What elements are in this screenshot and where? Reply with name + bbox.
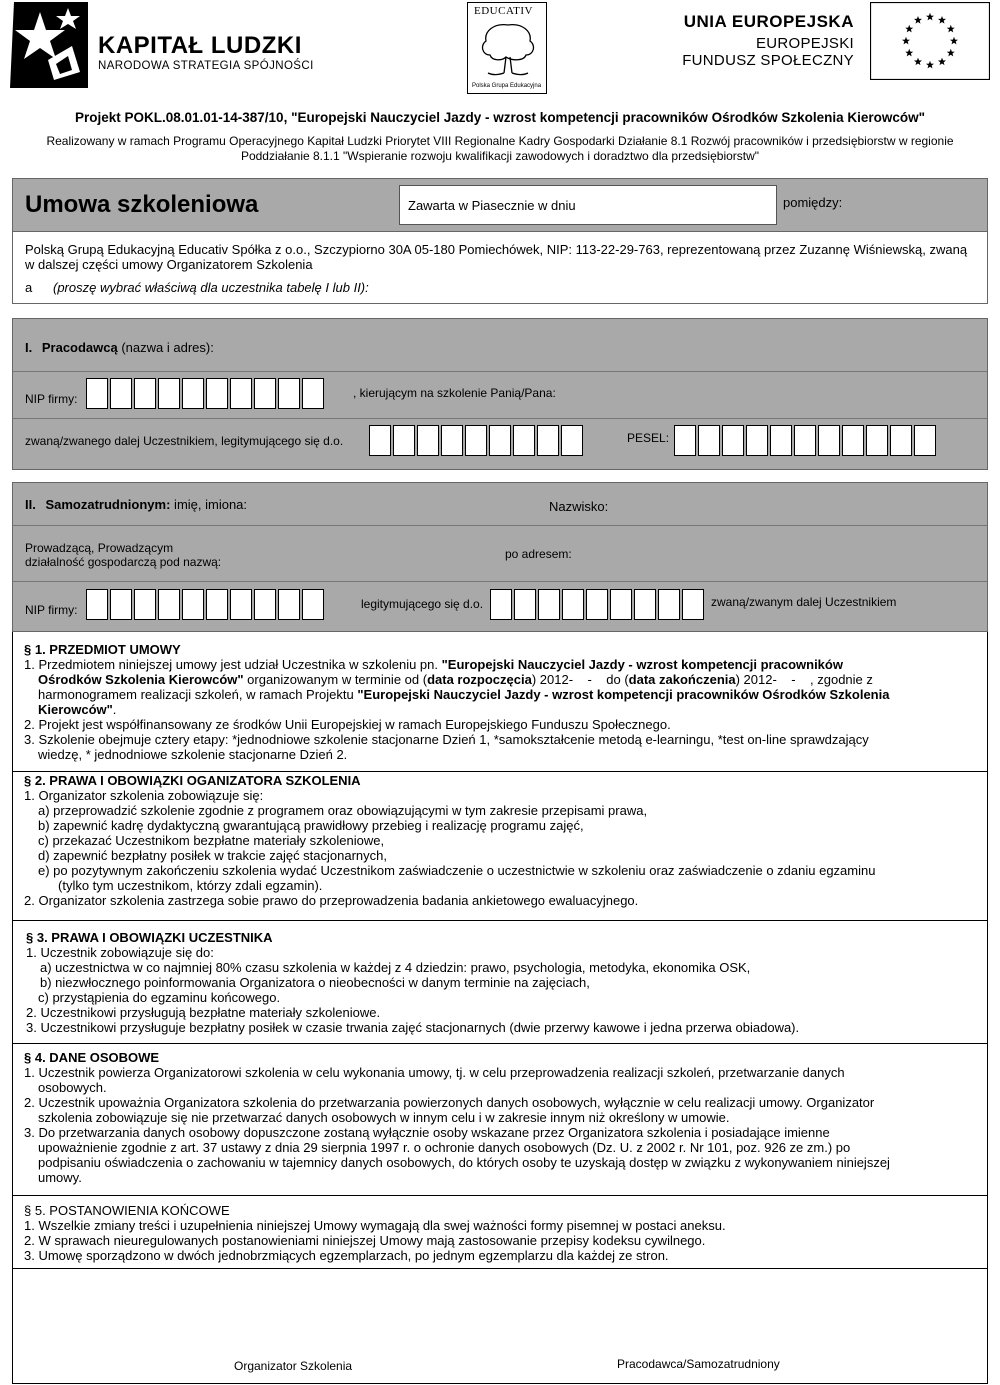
section-4-point-2: 2. Uczestnik upoważnia Organizatora szkolenia do przetwarzania powierzonych danych osobowych, wyłącznie w celu realizacji umowy. Organizator xyxy=(24,1095,875,1110)
eu-flag-icon xyxy=(870,2,990,80)
section-2-item-c: c) przekazać Uczestnikom bezpłatne materiały szkoleniowe, xyxy=(38,833,385,848)
kapital-ludzki-logo xyxy=(10,2,340,88)
pesel-digit-box[interactable] xyxy=(674,425,696,456)
section-4-point-1-cont: osobowych. xyxy=(38,1080,107,1095)
id-char-box[interactable] xyxy=(393,425,415,456)
id-char-box[interactable] xyxy=(417,425,439,456)
s1-p1-text-a: 1. Przedmiotem niniejszej umowy jest udział Uczestnika w szkoleniu pn. xyxy=(24,657,442,672)
nip-digit-box[interactable] xyxy=(158,378,180,409)
nip-digit-box[interactable] xyxy=(302,589,324,620)
section-1-point-1-cont xyxy=(24,672,984,687)
section-2-point-2: 2. Organizator szkolenia zastrzega sobie prawo do przeprowadzenia badania ankietowego ewaluacyjnego. xyxy=(24,893,639,908)
s1-p1-project-name-end: Ośrodków Szkolenia Kierowców" xyxy=(38,672,244,687)
s1-p1-text-h: ) 2012- - , zgodnie z xyxy=(735,672,873,687)
section-2-point-1: 1. Organizator szkolenia zobowiązuje się: xyxy=(24,788,264,803)
section-3-item-b: b) niezwłocznego poinformowania Organizatora o nieobecności w danym terminie na zajęciach, xyxy=(40,975,590,990)
section-5-title: § 5. POSTANOWIENIA KOŃCOWE xyxy=(24,1203,230,1218)
nip-digit-box[interactable] xyxy=(278,589,300,620)
section-1-point-1-cont3 xyxy=(24,702,984,717)
section-1-point-2: 2. Projekt jest współfinansowany ze środków Unii Europejskiej w ramach Europejskiego Funduszu Społecznego. xyxy=(24,717,671,732)
id-char-box[interactable] xyxy=(369,425,391,456)
s1-p1-end-date-label: data zakończenia xyxy=(628,672,736,687)
section-2-item-d: d) zapewnić bezpłatny posiłek w trakcie zajęć stacjonarnych, xyxy=(38,848,388,863)
nip-digit-box[interactable] xyxy=(158,589,180,620)
s1-p1-start-date-label: data rozpoczęcia xyxy=(427,672,532,687)
nip-digit-box[interactable] xyxy=(302,378,324,409)
employer-nip-boxes[interactable] xyxy=(86,378,324,409)
tree-icon xyxy=(474,17,542,79)
contract-parties-box xyxy=(12,232,988,304)
selfemployed-id-boxes[interactable] xyxy=(490,589,704,620)
project-subaction-line: Poddziałanie 8.1.1 "Wspieranie rozwoju kwalifikacji zawodowych i doradztwo dla przedsiębiorstw" xyxy=(240,149,760,163)
id-char-box[interactable] xyxy=(658,589,680,620)
selfemployed-names-label: imię, imiona: xyxy=(170,497,248,512)
section-4-point-3-cont2: podpisaniu oświadczenia o zachowaniu w tajemnicy danych osobowych, do których osoby te uzyskają dostęp w związku z wykonywaniem niniejszej xyxy=(38,1155,890,1170)
choose-table-instruction: (proszę wybrać właściwą dla uczestnika tabelę I lub II): xyxy=(53,280,369,295)
section-3-title: § 3. PRAWA I OBOWIĄZKI UCZESTNIKA xyxy=(26,930,273,945)
educativ-caption: Polska Grupa Edukacyjna xyxy=(472,83,542,89)
selfemployed-nip-label: NIP firmy: xyxy=(25,603,78,617)
kapital-ludzki-star-icon xyxy=(10,2,92,88)
nip-digit-box[interactable] xyxy=(86,378,108,409)
section-4-point-3: 3. Do przetwarzania danych osobowy dopuszczone zostaną wyłącznie osoby wskazane przez Organizatora szkolenia i posiadające imienne xyxy=(24,1125,830,1140)
id-char-box[interactable] xyxy=(561,425,583,456)
kapital-ludzki-subtitle: NARODOWA STRATEGIA SPÓJNOŚCI xyxy=(98,60,314,72)
section-2-item-a: a) przeprowadzić szkolenie zgodnie z programem oraz obowiązującymi w tym zakresie przepisami prawa, xyxy=(38,803,648,818)
nip-digit-box[interactable] xyxy=(254,378,276,409)
section-3-point-3: 3. Uczestnikowi przysługuje bezpłatny posiłek w czasie trwania zajęć stacjonarnych (dwie przerwy kawowe i jedna przerwa obiadowa). xyxy=(26,1020,800,1035)
pesel-digit-box[interactable] xyxy=(722,425,744,456)
section-5-point-2: 2. W sprawach nieuregulowanych postanowieniami niniejszej Umowy mają zastosowanie przepisy kodeksu cywilnego. xyxy=(24,1233,706,1248)
organizer-party-text: Polską Grupą Edukacyjną Educativ Spółka z o.o., Szczypiorno 30A 05-180 Pomiechówek, NIP: 113-22-29-763, reprezentowaną przez Zuzannę Wiśniewską, zwaną w dalszej części umowy Organizatorem Szkolenia xyxy=(25,242,968,272)
contract-title: Umowa szkoleniowa xyxy=(25,191,259,218)
section-3-point-1: 1. Uczestnik zobowiązuje się do: xyxy=(26,945,214,960)
selfemployed-label: Samozatrudnionym: xyxy=(45,497,171,512)
s1-p1-project-name-2-end: Kierowców" xyxy=(38,702,113,717)
id-char-box[interactable] xyxy=(562,589,584,620)
selfemployed-business-label-1: Prowadzącą, Prowadzącym xyxy=(25,541,174,555)
id-char-box[interactable] xyxy=(514,589,536,620)
section-3-point-2: 2. Uczestnikowi przysługują bezpłatne materiały szkoleniowe. xyxy=(26,1005,381,1020)
section-1-point-3-cont: wiedzę, * jednodniowe szkolenie stacjonarne Dzień 2. xyxy=(38,747,348,762)
selfemployed-surname-label: Nazwisko: xyxy=(549,499,609,514)
id-char-box[interactable] xyxy=(586,589,608,620)
nip-digit-box[interactable] xyxy=(182,589,204,620)
section-5 xyxy=(24,1203,984,1263)
section-3-item-c: c) przystąpienia do egzaminu końcowego. xyxy=(38,990,281,1005)
section-1 xyxy=(24,642,984,762)
kapital-ludzki-title: KAPITAŁ LUDZKI xyxy=(98,32,302,59)
section-1-point-3: 3. Szkolenie obejmuje cztery etapy: *jednodniowe szkolenie stacjonarne Dzień 1, *samokształcenie metodą e-learningu, *test on-line sprawdzający xyxy=(24,732,869,747)
section-4 xyxy=(24,1050,984,1185)
employer-num: I. xyxy=(25,340,33,355)
section-5-point-3: 3. Umowę sporządzono w dwóch jednobrzmiących egzemplarzach, po jednym egzemplarzu dla każdej ze stron. xyxy=(24,1248,669,1263)
nip-digit-box[interactable] xyxy=(110,378,132,409)
section-1-point-1 xyxy=(24,657,984,672)
section-2 xyxy=(24,773,984,908)
nip-digit-box[interactable] xyxy=(206,378,228,409)
section-4-point-3-cont3: umowy. xyxy=(38,1170,82,1185)
selfemployed-id-label: legitymującego się d.o. xyxy=(361,597,484,611)
section-2-item-b: b) zapewnić kadrę dydaktyczną gwarantującą prawidłowy przebieg i realizację programu zajęć, xyxy=(38,818,584,833)
nip-digit-box[interactable] xyxy=(254,589,276,620)
employer-label-rest: (nazwa i adres): xyxy=(117,340,214,355)
s1-p1-project-name-2: "Europejski Nauczyciel Jazdy - wzrost kompetencji pracowników Ośrodków Szkolenia xyxy=(357,687,890,702)
pesel-digit-box[interactable] xyxy=(770,425,792,456)
section-2-item-e: e) po pozytywnym zakończeniu szkolenia wydać Uczestnikom zaświadczenie o uczestnictwie w szkoleniu oraz zaświadczenie o zdaniu egzaminu xyxy=(38,863,876,878)
project-title: Projekt POKL.08.01.01-14-387/10, "Europejski Nauczyciel Jazdy - wzrost kompetencji pracowników Ośrodków Szkolenia Kierowców" xyxy=(74,110,926,125)
s1-p1-text-l: . xyxy=(112,702,117,717)
selfemployed-table xyxy=(12,482,988,632)
pesel-digit-box[interactable] xyxy=(794,425,816,456)
employer-id-boxes[interactable] xyxy=(369,425,583,456)
selfemployed-address-label: po adresem: xyxy=(505,547,572,561)
nip-digit-box[interactable] xyxy=(230,378,252,409)
section-1-point-1-cont2 xyxy=(24,687,984,702)
id-char-box[interactable] xyxy=(682,589,704,620)
employer-table xyxy=(12,318,988,470)
s1-p1-project-name: "Europejski Nauczyciel Jazdy - wzrost kompetencji pracowników xyxy=(441,657,843,672)
section-5-point-1: 1. Wszelkie zmiany treści i uzupełnienia niniejszej Umowy wymagają dla swej ważności formy pisemnej w postaci aneksu. xyxy=(24,1218,726,1233)
educativ-name: EDUCATIV xyxy=(474,5,533,17)
pesel-digit-box[interactable] xyxy=(698,425,720,456)
section-3 xyxy=(26,930,986,1035)
id-char-box[interactable] xyxy=(441,425,463,456)
contract-between-label: pomiędzy: xyxy=(783,195,843,210)
section-2-title: § 2. PRAWA I OBOWIĄZKI OGANIZATORA SZKOLENIA xyxy=(24,773,361,788)
id-char-box[interactable] xyxy=(490,589,512,620)
section-4-title: § 4. DANE OSOBOWE xyxy=(24,1050,160,1065)
selfemployed-called-label: zwaną/zwanym dalej Uczestnikiem xyxy=(711,595,897,609)
s1-p1-text-i: harmonogramem realizacji szkoleń, w ramach Projektu xyxy=(38,687,358,702)
section-2-item-e-cont: (tylko tym uczestnikom, którzy zdali egzamin). xyxy=(58,878,323,893)
id-char-box[interactable] xyxy=(465,425,487,456)
eu-subtitle-2: FUNDUSZ SPOŁECZNY xyxy=(682,52,854,69)
selfemployed-nip-boxes[interactable] xyxy=(86,589,324,620)
employer-label: Pracodawcą xyxy=(41,340,118,355)
employer-pesel-boxes[interactable] xyxy=(674,425,936,456)
id-char-box[interactable] xyxy=(538,589,560,620)
eu-subtitle-1: EUROPEJSKI xyxy=(755,35,854,52)
selfemployed-heading xyxy=(25,497,247,512)
eu-title: UNIA EUROPEJSKA xyxy=(683,12,854,31)
section-3-item-a: a) uczestnictwa w co najmniej 80% czasu szkolenia w każdej z 4 dziedzin: prawo, psychologia, metodyka, ekonomika OSK, xyxy=(40,960,751,975)
nip-digit-box[interactable] xyxy=(110,589,132,620)
eu-text-block xyxy=(640,12,854,69)
section-4-point-2-cont: szkolenia zobowiązuje się nie przetwarzać danych osobowych w innym celu i w zakresie innym niż określony w umowie. xyxy=(38,1110,730,1125)
pesel-digit-box[interactable] xyxy=(866,425,888,456)
nip-digit-box[interactable] xyxy=(206,589,228,620)
employer-nip-label: NIP firmy: xyxy=(25,392,78,406)
nip-digit-box[interactable] xyxy=(230,589,252,620)
employer-heading xyxy=(25,340,214,355)
section-4-point-1: 1. Uczestnik powierza Organizatorowi szkolenia w celu wykonania umowy, tj. w celu przeprowadzenia realizacji szkoleń, przetwarzanie danych xyxy=(24,1065,845,1080)
nip-digit-box[interactable] xyxy=(278,378,300,409)
selfemployed-num: II. xyxy=(25,497,36,512)
pesel-digit-box[interactable] xyxy=(890,425,912,456)
educativ-logo xyxy=(467,2,547,94)
s1-p1-text-f: ) 2012- - do ( xyxy=(531,672,629,687)
pesel-digit-box[interactable] xyxy=(914,425,936,456)
pesel-digit-box[interactable] xyxy=(842,425,864,456)
nip-digit-box[interactable] xyxy=(182,378,204,409)
contract-title-bar xyxy=(12,178,988,232)
project-program-line: Realizowany w ramach Programu Operacyjnego Kapitał Ludzki Priorytet VIII Regionalne Kadry Gospodarki Działanie 8.1 Rozwój pracowników i przedsiębiorstw w regionie xyxy=(46,134,954,148)
pesel-digit-box[interactable] xyxy=(818,425,840,456)
signature-organizer-label: Organizator Szkolenia xyxy=(234,1359,353,1373)
employer-directing-label: , kierującym na szkolenie Panią/Pana: xyxy=(353,386,556,400)
signature-employer-label: Pracodawca/Samozatrudniony xyxy=(617,1357,780,1371)
pesel-digit-box[interactable] xyxy=(746,425,768,456)
id-char-box[interactable] xyxy=(489,425,511,456)
employer-called-label: zwaną/zwanego dalej Uczestnikiem, legitymującego się d.o. xyxy=(25,434,344,448)
nip-digit-box[interactable] xyxy=(134,589,156,620)
nip-digit-box[interactable] xyxy=(86,589,108,620)
contract-place-date-field[interactable]: Zawarta w Piasecznie w dniu xyxy=(399,185,777,225)
id-char-box[interactable] xyxy=(634,589,656,620)
id-char-box[interactable] xyxy=(610,589,632,620)
section-4-point-3-cont: upoważnienie zgodnie z art. 37 ustawy z dnia 29 sierpnia 1997 r. o ochronie danych osobowych (Dz. U. z 2002 r. Nr 101, poz. 926 ze zm.) po xyxy=(38,1140,851,1155)
section-1-title: § 1. PRZEDMIOT UMOWY xyxy=(24,642,181,657)
employer-pesel-label: PESEL: xyxy=(627,431,670,445)
and-label: a xyxy=(25,280,33,295)
selfemployed-business-label-2: działalność gospodarczą pod nazwą: xyxy=(25,555,222,569)
id-char-box[interactable] xyxy=(537,425,559,456)
id-char-box[interactable] xyxy=(513,425,535,456)
nip-digit-box[interactable] xyxy=(134,378,156,409)
s1-p1-text-d: organizowanym w terminie od ( xyxy=(243,672,428,687)
